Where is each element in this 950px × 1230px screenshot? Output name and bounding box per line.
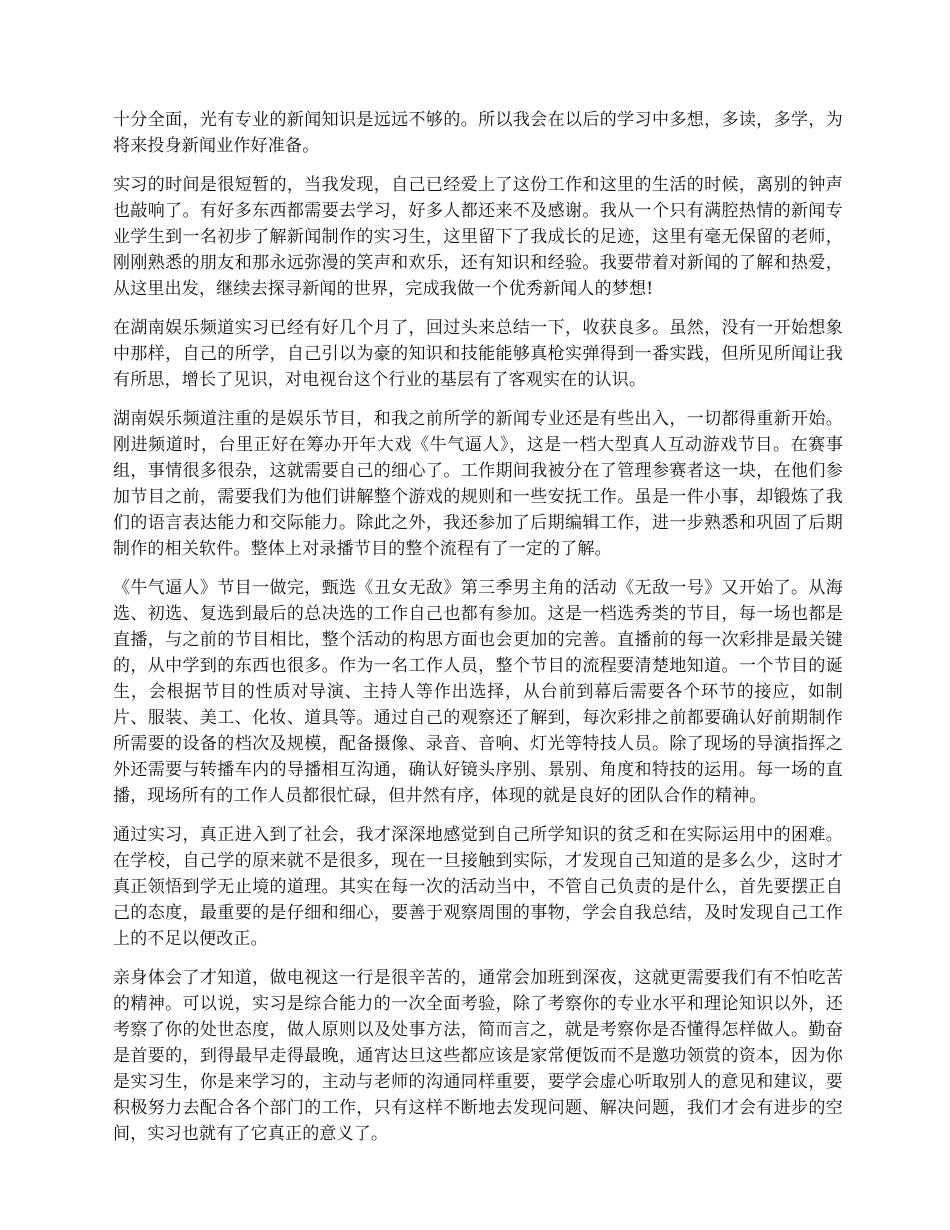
- paragraph-7: 亲身体会了才知道，做电视这一行是很辛苦的，通常会加班到深夜，这就更需要我们有不怕吃苦的精神。可以说，实习是综合能力的一次全面考验，除了考察你的专业水平和理论知识以外，还考察了你的处世态度，做人原则以及处事方法，简而言之，就是考察你是否懂得怎样做人。勤奋是首要的，到得最早走得最晚，通宵达旦这些都应该是家常便饭而不是邀功领赏的资本，因为你是实习生，你是来学习的，主动与老师的沟通同样重要，要学会虚心听取别人的意见和建议，要积极努力去配合各个部门的工作，只有这样不断地去发现问题、解决问题，我们才会有进步的空间，实习也就有了它真正的意义了。: [113, 968, 843, 1144]
- paragraph-5: 《牛气逼人》节目一做完，甄选《丑女无敌》第三季男主角的活动《无敌一号》又开始了。从海选、初选、复选到最后的总决选的工作自己也都有参加。这是一档选秀类的节目，每一场也都是直播，与之前的节目相比，整个活动的构思方面也会更加的完善。直播前的每一次彩排是最关键的，从中学到的东西也很多。作为一名工作人员，整个节目的流程要清楚地知道。一个节目的诞生，会根据节目的性质对导演、主持人等作出选择，从台前到幕后需要各个环节的接应，如制片、服装、美工、化妆、道具等。通过自己的观察还了解到，每次彩排之前都要确认好前期制作所需要的设备的档次及规模，配备摄像、录音、音响、灯光等特技人员。除了现场的导演指挥之外还需要与转播车内的导播相互沟通，确认好镜头序别、景别、角度和特技的运用。每一场的直播，现场所有的工作人员都很忙碌，但井然有序，体现的就是良好的团队合作的精神。: [113, 578, 843, 806]
- paragraph-3: 在湖南娱乐频道实习已经有好几个月了，回过头来总结一下，收获良多。虽然，没有一开始想象中那样，自己的所学，自己引以为豪的知识和技能能够真枪实弹得到一番实践，但所见所闻让我有所思，增长了见识，对电视台这个行业的基层有了客观实在的认识。: [113, 318, 843, 390]
- document-body: [113, 107, 843, 1160]
- paragraph-4: 湖南娱乐频道注重的是娱乐节目，和我之前所学的新闻专业还是有些出入，一切都得重新开始。刚进频道时，台里正好在筹办开年大戏《牛气逼人》，这是一档大型真人互动游戏节目。在赛事组，事情很多很杂，这就需要自己的细心了。工作期间我被分在了管理参赛者这一块，在他们参加节目之前，需要我们为他们讲解整个游戏的规则和一些安抚工作。虽是一件小事，却锻炼了我们的语言表达能力和交际能力。除此之外，我还参加了后期编辑工作，进一步熟悉和巩固了后期制作的相关软件。整体上对录播节目的整个流程有了一定的了解。: [113, 409, 843, 559]
- paragraph-2: 实习的时间是很短暂的，当我发现，自己已经爱上了这份工作和这里的生活的时候，离别的钟声也敲响了。有好多东西都需要去学习，好多人都还来不及感谢。我从一个只有满腔热情的新闻专业学生到一名初步了解新闻制作的实习生，这里留下了我成长的足迹，这里有毫无保留的老师，刚刚熟悉的朋友和那永远弥漫的笑声和欢乐，还有知识和经验。我要带着对新闻的了解和热爱，从这里出发，继续去探寻新闻的世界，完成我做一个优秀新闻人的梦想!: [113, 175, 843, 299]
- paragraph-6: 通过实习，真正进入到了社会，我才深深地感觉到自己所学知识的贫乏和在实际运用中的困难。在学校，自己学的原来就不是很多，现在一旦接触到实际，才发现自己知道的是多么少，这时才真正领悟到学无止境的道理。其实在每一次的活动当中，不管自己负责的是什么，首先要摆正自己的态度，最重要的是仔细和细心，要善于观察周围的事物，学会自我总结，及时发现自己工作上的不足以便改正。: [113, 825, 843, 949]
- paragraph-1: 十分全面，光有专业的新闻知识是远远不够的。所以我会在以后的学习中多想，多读，多学，为将来投身新闻业作好准备。: [113, 110, 843, 156]
